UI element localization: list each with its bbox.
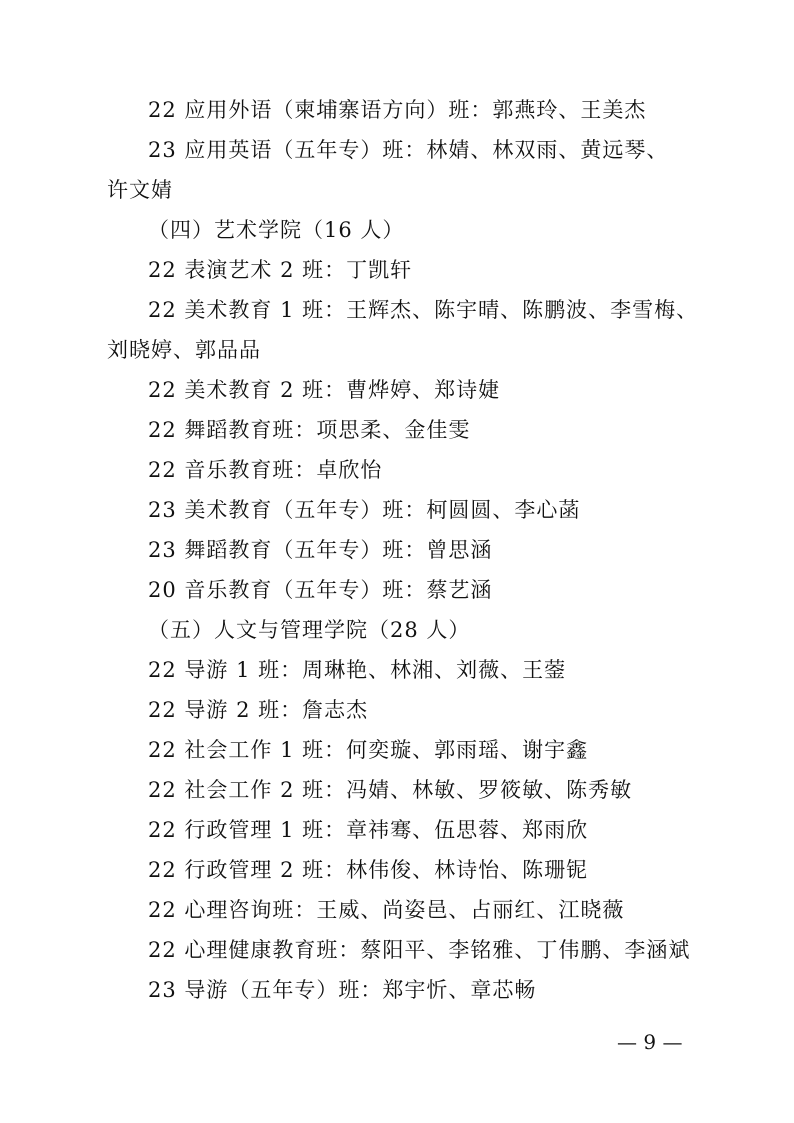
- class-entry: 20 音乐教育（五年专）班：蔡艺涵: [148, 578, 493, 602]
- class-entry: 22 美术教育 2 班：曹烨婷、郑诗婕: [148, 378, 501, 402]
- class-entry: 22 心理咨询班：王威、尚姿邑、占丽红、江晓薇: [148, 898, 625, 922]
- class-entry: 22 舞蹈教育班：项思柔、金佳雯: [148, 418, 471, 442]
- class-entry: 22 表演艺术 2 班：丁凯轩: [148, 258, 413, 282]
- class-entry: 22 导游 2 班：詹志杰: [148, 698, 369, 722]
- class-entry: 22 行政管理 1 班：章祎骞、伍思蓉、郑雨欣: [148, 818, 589, 842]
- class-entry: 22 心理健康教育班：蔡阳平、李铭雅、丁伟鹏、李涵斌: [148, 938, 691, 962]
- class-entry: 22 导游 1 班：周琳艳、林湘、刘薇、王蓥: [148, 658, 567, 682]
- class-entry: 23 舞蹈教育（五年专）班：曾思涵: [148, 538, 493, 562]
- class-entry: 22 行政管理 2 班：林伟俊、林诗怡、陈珊铌: [148, 858, 589, 882]
- class-entry-continuation: 许文婧: [107, 178, 173, 202]
- section-heading-art: （四）艺术学院（16 人）: [148, 218, 405, 242]
- class-entry: 22 社会工作 1 班：何奕璇、郭雨瑶、谢宇鑫: [148, 738, 589, 762]
- class-entry: 23 导游（五年专）班：郑宇忻、章芯畅: [148, 978, 537, 1002]
- class-entry: 23 应用英语（五年专）班：林婧、林双雨、黄远琴、: [148, 138, 669, 162]
- section-heading-humanities: （五）人文与管理学院（28 人）: [148, 618, 471, 642]
- class-entry-continuation: 刘晓婷、郭品品: [107, 338, 261, 362]
- class-entry: 23 美术教育（五年专）班：柯圆圆、李心菡: [148, 498, 581, 522]
- page-number: — 9 —: [617, 1030, 683, 1054]
- class-entry: 22 音乐教育班：卓欣怡: [148, 458, 383, 482]
- class-entry: 22 美术教育 1 班：王辉杰、陈宇晴、陈鹏波、李雪梅、: [148, 298, 699, 322]
- class-entry: 22 社会工作 2 班：冯婧、林敏、罗筱敏、陈秀敏: [148, 778, 633, 802]
- class-entry: 22 应用外语（柬埔寨语方向）班：郭燕玲、王美杰: [148, 98, 647, 122]
